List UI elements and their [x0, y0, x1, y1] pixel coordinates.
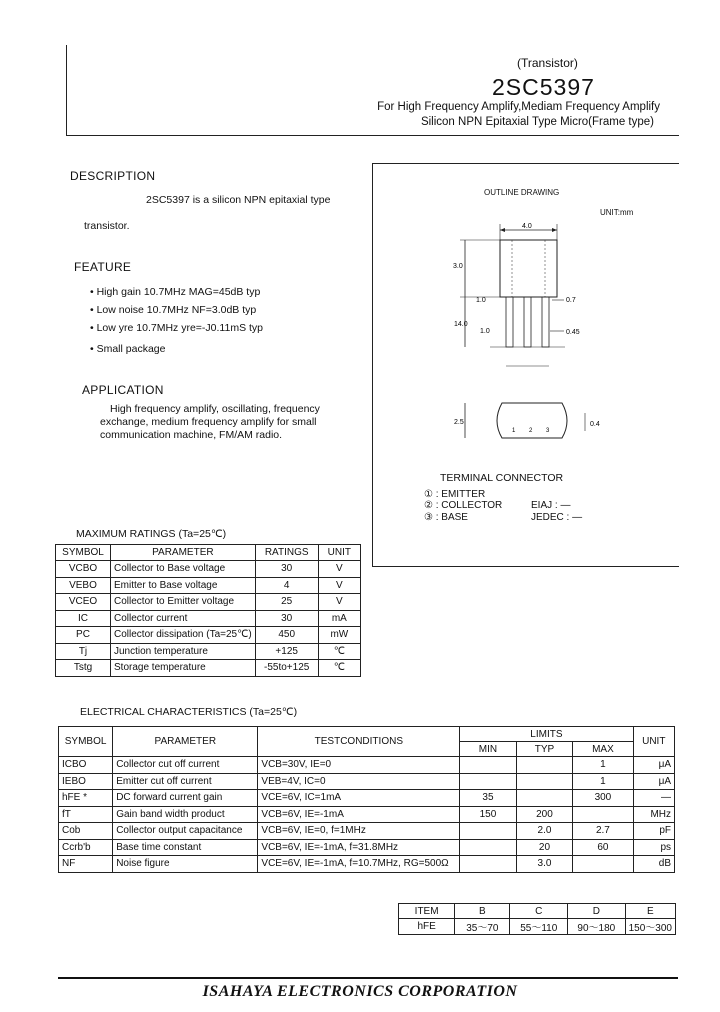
table-row: [56, 577, 361, 594]
cell: PC: [56, 627, 111, 644]
application-line-3: communication machine, FM/AM radio.: [100, 429, 283, 441]
column-header: PARAMETER: [111, 545, 256, 561]
cell: 4: [255, 577, 318, 594]
table-row: [56, 627, 361, 644]
cell: 30: [255, 610, 318, 627]
application-line-1: High frequency amplify, oscillating, frequency: [110, 403, 320, 415]
table-header-row: [56, 545, 361, 561]
terminal-heading: TERMINAL CONNECTOR: [440, 472, 564, 484]
cell: [573, 806, 633, 823]
cell: Gain band width product: [113, 806, 258, 823]
table-row: [59, 790, 675, 807]
cell: pF: [633, 823, 674, 840]
cell: mW: [318, 627, 360, 644]
cell: -55to+125: [255, 660, 318, 677]
cell: NF: [59, 856, 113, 873]
cell: [460, 839, 516, 856]
column-header: TYP: [516, 742, 573, 757]
cell: VCB=6V, IE=-1mA, f=31.8MHz: [258, 839, 460, 856]
cell: hFE: [399, 919, 455, 935]
feature-item: • Low yre 10.7MHz yre=-J0.11mS typ: [90, 322, 264, 334]
cell: ℃: [318, 660, 360, 677]
cell: Tj: [56, 643, 111, 660]
dim-label: 2.5: [454, 419, 464, 426]
cell: VCB=30V, IE=0: [258, 757, 460, 774]
dim-label: 0.7: [566, 297, 576, 304]
cell: MHz: [633, 806, 674, 823]
cell: Collector dissipation (Ta=25℃): [111, 627, 256, 644]
pin-label: 2: [529, 428, 533, 434]
feature-item: • High gain 10.7MHz MAG=45dB typ: [90, 286, 261, 298]
cell: —: [633, 790, 674, 807]
footer-rule: [58, 977, 678, 979]
cell: 25: [255, 594, 318, 611]
category-label: (Transistor): [517, 56, 578, 70]
cell: +125: [255, 643, 318, 660]
column-header: RATINGS: [255, 545, 318, 561]
cell: 90～180: [568, 919, 626, 935]
cell: Base time constant: [113, 839, 258, 856]
cell: V: [318, 561, 360, 578]
table-row: [56, 643, 361, 660]
column-header: E: [625, 904, 675, 919]
cell: μA: [633, 757, 674, 774]
column-header: UNIT: [633, 727, 674, 757]
application-heading: APPLICATION: [82, 383, 164, 397]
cell: Collector cut off current: [113, 757, 258, 774]
table-header-row: [399, 904, 676, 919]
table-row: [59, 806, 675, 823]
cell: ps: [633, 839, 674, 856]
cell: ℃: [318, 643, 360, 660]
cell: 35～70: [455, 919, 510, 935]
cell: Noise figure: [113, 856, 258, 873]
header-line-1: For High Frequency Amplify,Mediam Frequency Amplify: [377, 101, 660, 113]
cell: [460, 856, 516, 873]
table-row: [59, 757, 675, 774]
dim-label: 4.0: [522, 223, 532, 230]
table-row: [56, 594, 361, 611]
cell: 2.0: [516, 823, 573, 840]
outline-drawing: [440, 218, 620, 453]
dim-label: 0.45: [566, 329, 580, 336]
pin-label: 3: [546, 428, 550, 434]
cell: 450: [255, 627, 318, 644]
table-row: [59, 839, 675, 856]
cell: VCEO: [56, 594, 111, 611]
dim-label: 1.0: [476, 297, 486, 304]
cell: IEBO: [59, 773, 113, 790]
cell: [516, 773, 573, 790]
feature-item: • Low noise 10.7MHz NF=3.0dB typ: [90, 304, 257, 316]
feature-item: • Small package: [90, 343, 166, 355]
cell: mA: [318, 610, 360, 627]
table-row: [56, 660, 361, 677]
outline-title: OUTLINE DRAWING: [484, 188, 560, 197]
cell: dB: [633, 856, 674, 873]
cell: [460, 823, 516, 840]
table-row: [59, 773, 675, 790]
part-number-title: 2SC5397: [492, 74, 595, 100]
electrical-table: [58, 726, 675, 873]
column-header: SYMBOL: [56, 545, 111, 561]
cell: Collector output capacitance: [113, 823, 258, 840]
table-row: [59, 823, 675, 840]
column-header: UNIT: [318, 545, 360, 561]
table-header-row: [59, 727, 675, 742]
cell: V: [318, 594, 360, 611]
electrical-heading: ELECTRICAL CHARACTERISTICS (Ta=25℃): [80, 706, 298, 718]
cell: [516, 757, 573, 774]
cell: 1: [573, 773, 633, 790]
cell: ICBO: [59, 757, 113, 774]
feature-heading: FEATURE: [74, 260, 132, 274]
column-header: SYMBOL: [59, 727, 113, 757]
cell: VEBO: [56, 577, 111, 594]
max-ratings-heading: MAXIMUM RATINGS (Ta=25℃): [76, 528, 227, 540]
dim-label: 3.0: [453, 263, 463, 270]
cell: hFE *: [59, 790, 113, 807]
table-row: [56, 561, 361, 578]
column-header: PARAMETER: [113, 727, 258, 757]
cell: 200: [516, 806, 573, 823]
column-header: D: [568, 904, 626, 919]
dim-label: 14.0: [454, 321, 468, 328]
cell: Emitter cut off current: [113, 773, 258, 790]
cell: [460, 757, 516, 774]
column-header: LIMITS: [460, 727, 633, 742]
jedec-label: JEDEC : —: [531, 512, 583, 523]
cell: 20: [516, 839, 573, 856]
dim-label: 1.0: [480, 328, 490, 335]
cell: 3.0: [516, 856, 573, 873]
cell: Collector to Emitter voltage: [111, 594, 256, 611]
cell: VCBO: [56, 561, 111, 578]
cell: VCE=6V, IC=1mA: [258, 790, 460, 807]
cell: Collector current: [111, 610, 256, 627]
cell: V: [318, 577, 360, 594]
terminal-item: ① : EMITTER: [424, 489, 486, 500]
column-header: MAX: [573, 742, 633, 757]
company-name: ISAHAYA ELECTRONICS CORPORATION: [202, 983, 518, 1000]
column-header: TESTCONDITIONS: [258, 727, 460, 757]
cell: 300: [573, 790, 633, 807]
cell: Storage temperature: [111, 660, 256, 677]
cell: VCE=6V, IE=-1mA, f=10.7MHz, RG=500Ω: [258, 856, 460, 873]
terminal-item: ② : COLLECTOR: [424, 500, 503, 511]
cell: μA: [633, 773, 674, 790]
cell: 150: [460, 806, 516, 823]
cell: [573, 856, 633, 873]
pin-label: 1: [512, 428, 516, 434]
application-line-2: exchange, medium frequency amplify for small: [100, 416, 317, 428]
cell: Emitter to Base voltage: [111, 577, 256, 594]
cell: VCB=6V, IE=0, f=1MHz: [258, 823, 460, 840]
cell: 1: [573, 757, 633, 774]
cell: 55～110: [510, 919, 568, 935]
cell: 35: [460, 790, 516, 807]
max-ratings-table: [55, 544, 361, 677]
column-header: B: [455, 904, 510, 919]
cell: Ccrb'b: [59, 839, 113, 856]
table-row: [59, 856, 675, 873]
cell: Junction temperature: [111, 643, 256, 660]
cell: 2.7: [573, 823, 633, 840]
eiaj-label: EIAJ : —: [531, 500, 571, 511]
description-line-2: transistor.: [84, 220, 130, 232]
cell: Collector to Base voltage: [111, 561, 256, 578]
cell: [516, 790, 573, 807]
hfe-class-table: [398, 903, 676, 935]
terminal-item: ③ : BASE: [424, 512, 468, 523]
table-row: [56, 610, 361, 627]
dim-label: 0.4: [590, 421, 600, 428]
cell: IC: [56, 610, 111, 627]
cell: Tstg: [56, 660, 111, 677]
cell: VCB=6V, IE=-1mA: [258, 806, 460, 823]
cell: Cob: [59, 823, 113, 840]
cell: VEB=4V, IC=0: [258, 773, 460, 790]
outline-unit: UNIT:mm: [600, 208, 634, 217]
column-header: ITEM: [399, 904, 455, 919]
cell: 30: [255, 561, 318, 578]
cell: 150～300: [625, 919, 675, 935]
column-header: MIN: [460, 742, 516, 757]
description-heading: DESCRIPTION: [70, 169, 156, 183]
cell: 60: [573, 839, 633, 856]
cell: DC forward current gain: [113, 790, 258, 807]
header-line-2: Silicon NPN Epitaxial Type Micro(Frame type): [420, 116, 654, 128]
cell: [460, 773, 516, 790]
column-header: C: [510, 904, 568, 919]
description-line-1: 2SC5397 is a silicon NPN epitaxial type: [146, 194, 331, 206]
table-row: [399, 919, 676, 935]
cell: fT: [59, 806, 113, 823]
